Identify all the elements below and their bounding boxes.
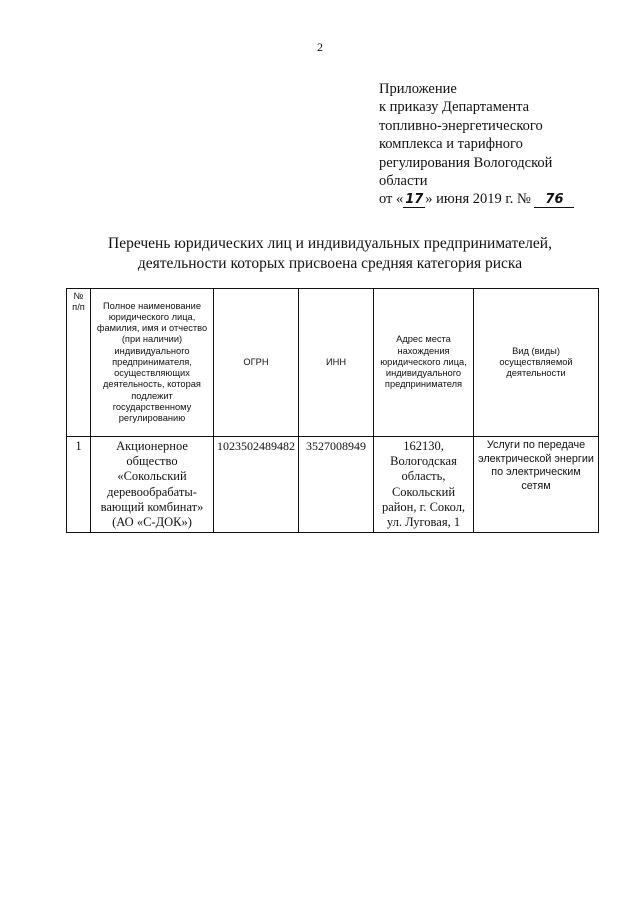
title-line-1: Перечень юридических лиц и индивидуальных предпринимателей, — [108, 235, 552, 252]
header-num: № п/п — [67, 289, 91, 437]
date-close-quote: » — [425, 191, 433, 208]
appendix-date-line — [379, 190, 619, 208]
cell-address: 162130, Вологодская область, Сокольский район, г. Сокол, ул. Луговая, 1 — [374, 437, 474, 533]
cell-num: 1 — [67, 437, 91, 533]
title-line-2: деятельности которых присвоена средняя категория риска — [137, 255, 523, 272]
order-number-field — [534, 192, 574, 208]
table-row — [67, 437, 599, 533]
table-header-row — [67, 289, 599, 437]
appendix-line-2: к приказу Департамента — [379, 99, 530, 116]
cell-inn: 3527008949 — [299, 437, 374, 533]
appendix-line-6: области — [379, 173, 428, 190]
page-number: 2 — [317, 40, 323, 54]
header-address: Адрес места нахождения юридического лица, индивидуального предпринимателя — [374, 289, 474, 437]
appendix-line-4: комплекса и тарифного — [379, 136, 523, 153]
cell-ogrn: 1023502489482 — [214, 437, 299, 533]
header-inn: ИНН — [299, 289, 374, 437]
order-number: 76 — [545, 192, 564, 208]
date-day: 17 — [405, 192, 424, 208]
date-prefix: от — [379, 191, 393, 208]
appendix-line-5: регулирования Вологодской — [379, 154, 553, 171]
header-activity: Вид (виды) осуществляемой деятельности — [474, 289, 599, 437]
cell-activity: Услуги по передаче электрической энергии по электрическим сетям — [474, 437, 599, 533]
date-day-field — [403, 192, 425, 208]
date-month-year: июня 2019 г. № — [436, 191, 531, 208]
document-title — [60, 234, 600, 274]
appendix-line-3: топливно-энергетического — [379, 117, 543, 134]
date-open-quote: « — [396, 191, 404, 208]
header-name: Полное наименование юридического лица, фамилия, имя и отчество (при наличии) индивидуального предпринимателя, осуществляющих деятельность, которая подлежит государственному регулированию — [91, 289, 214, 437]
appendix-line-1: Приложение — [379, 81, 457, 97]
cell-name: Акционерное общество «Сокольский деревообрабаты-вающий комбинат» (АО «С-ДОК») — [91, 437, 214, 533]
header-ogrn: ОГРН — [214, 289, 299, 437]
appendix-block — [379, 80, 619, 209]
registry-table — [66, 288, 599, 533]
